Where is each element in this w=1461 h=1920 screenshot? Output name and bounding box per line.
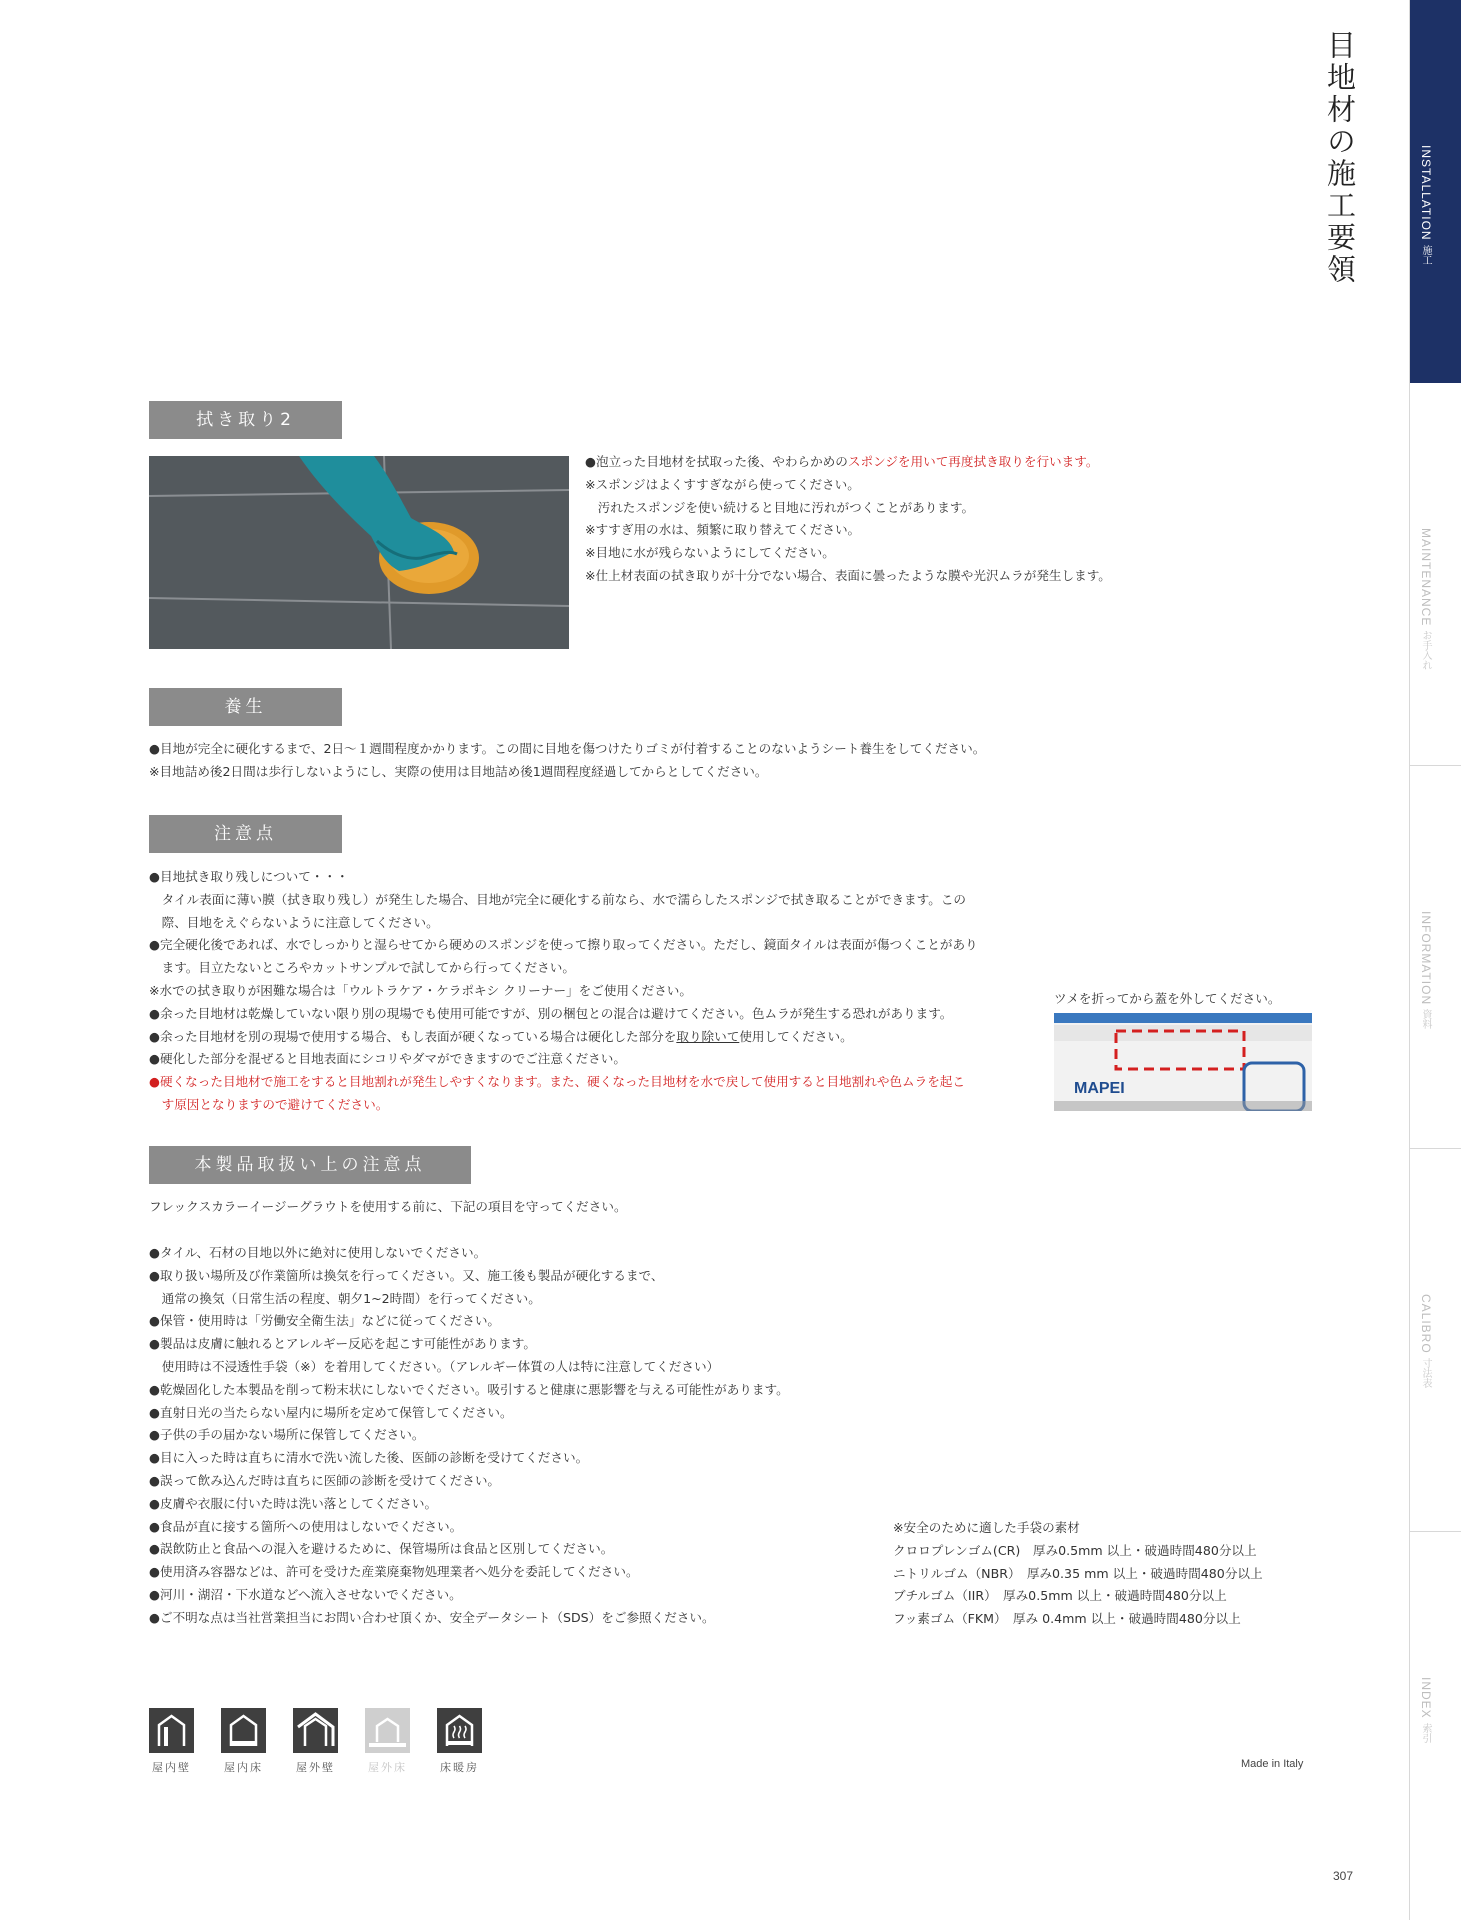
caution-line: ※水での拭き取りが困難な場合は「ウルトラケア・ケラポキシ クリーナー」をご使用ください。: [149, 982, 692, 998]
curing-line: ※目地詰め後2日間は歩行しないようにし、実際の使用は目地詰め後1週間程度経過してからとしてください。: [149, 763, 768, 779]
handling-line: 通常の換気（日常生活の程度、朝夕1~2時間）を行ってください。: [149, 1290, 541, 1306]
handling-line: ●使用済み容器などは、許可を受けた産業廃棄物処理業者へ処分を委託してください。: [149, 1564, 639, 1580]
indoor-wall-label: 屋内壁: [152, 1761, 191, 1774]
caution-line-warning: す原因となりますので避けてください。: [149, 1096, 389, 1112]
section-sidebar: [1409, 0, 1461, 1920]
handling-line: ●皮膚や衣服に付いた時は洗い落としてください。: [149, 1495, 438, 1511]
wipe2-line: 汚れたスポンジを使い続けると目地に汚れがつくことがあります。: [585, 499, 975, 515]
caution-line: ●硬化した部分を混ぜると目地表面にシコリやダマができますのでご注意ください。: [149, 1051, 626, 1067]
handling-line: ●タイル、石材の目地以外に絶対に使用しないでください。: [149, 1245, 487, 1260]
mapei-logo-text: MAPEI: [1074, 1080, 1125, 1097]
handling-line: ●乾燥固化した本製品を削って粉末状にしないでください。吸引すると健康に悪影響を与える可能性があります。: [149, 1381, 789, 1397]
made-in-label: Made in Italy: [1241, 1758, 1304, 1770]
wipe2-text: [585, 451, 1111, 588]
caution-line-warning: ●硬くなった目地材で施工をすると目地割れが発生しやすくなります。また、硬くなった目地材を水で戻して使用すると目地割れや色ムラを起こ: [149, 1074, 965, 1090]
glove-line: ※安全のために適した手袋の素材: [893, 1520, 1080, 1535]
tab-maintenance[interactable]: [1410, 383, 1461, 766]
outdoor-wall-icon: [293, 1708, 338, 1753]
glove-line: ニトリルゴム（NBR） 厚み0.35 mm 以上・破過時間480分以上: [893, 1565, 1263, 1581]
handling-line: 使用時は不浸透性手袋（※）を着用してください。（アレルギー体質の人は特に注意してください）: [149, 1358, 720, 1374]
tab-installation-en: INSTALLATION: [1419, 145, 1433, 241]
indoor-floor-icon: [221, 1708, 266, 1753]
tab-calibro-en: CALIBRO: [1419, 1294, 1433, 1354]
bucket-photo-caption: ツメを折ってから蓋を外してください。: [1054, 991, 1281, 1006]
curing-line: ●目地が完全に硬化するまで、2日～１週間程度かかります。この間に目地を傷つけたりゴミが付着することのないようシート養生をしてください。: [149, 741, 986, 756]
section-label-curing: 養生: [149, 688, 342, 726]
handling-line: ●誤飲防止と食品への混入を避けるために、保管場所は食品と区別してください。: [149, 1541, 614, 1557]
caution-line: ●余った目地材は乾燥していない限り別の現場でも使用可能ですが、別の梱包との混合は避けてください。色ムラが発生する恐れがあります。: [149, 1005, 953, 1021]
handling-intro: フレックスカラーイージーグラウトを使用する前に、下記の項目を守ってください。: [149, 1199, 627, 1214]
handling-line: ●保管・使用時は「労働安全衛生法」などに従ってください。: [149, 1313, 501, 1329]
handling-line: ●直射日光の当たらない屋内に場所を定めて保管してください。: [149, 1404, 513, 1420]
caution-line: ●目地拭き取り残しについて・・・: [149, 869, 349, 884]
handling-line: ●製品は皮膚に触れるとアレルギー反応を起こす可能性があります。: [149, 1336, 536, 1352]
handling-line: ●河川・湖沼・下水道などへ流入させないでください。: [149, 1586, 462, 1602]
tab-maintenance-ja: お手入れ: [1420, 630, 1431, 671]
floor-heating-icon: [437, 1708, 482, 1753]
handling-line: ●ご不明な点は当社営業担当にお問い合わせ頂くか、安全データシート（SDS）をご参照ください。: [149, 1609, 715, 1625]
tab-index-ja: 索引: [1420, 1722, 1431, 1743]
floor-heating-label: 床暖房: [440, 1761, 479, 1774]
page-title: 目地材の施工要領: [1323, 30, 1357, 286]
tab-calibro-ja: 寸法表: [1420, 1357, 1431, 1388]
caution-line: ●完全硬化後であれば、水でしっかりと湿らせてから硬めのスポンジを使って擦り取ってください。ただし、鏡面タイルは表面が傷つくことがあり: [149, 937, 978, 953]
wipe2-line: ※仕上材表面の拭き取りが十分でない場合、表面に曇ったような膜や光沢ムラが発生します。: [585, 567, 1111, 583]
outdoor-floor-label: 屋外床: [368, 1761, 407, 1774]
section-label-cautions: 注意点: [149, 815, 342, 853]
tab-maintenance-en: MAINTENANCE: [1419, 528, 1433, 627]
glove-line: クロロプレンゴム(CR) 厚み0.5mm 以上・破過時間480分以上: [893, 1542, 1257, 1558]
handling-line: ●取り扱い場所及び作業箇所は換気を行ってください。又、施工後も製品が硬化するまで、: [149, 1267, 664, 1283]
handling-list: [149, 1242, 789, 1630]
tab-index-en: INDEX: [1419, 1677, 1433, 1719]
cautions-text: [149, 866, 978, 1117]
caution-line: タイル表面に薄い膜（拭き取り残し）が発生した場合、目地が完全に硬化する前なら、水で濡らしたスポンジで拭き取ることができます。この: [149, 891, 967, 907]
wipe2-line: ●泡立った目地材を拭取った後、やわらかめのスポンジを用いて再度拭き取りを行います。: [585, 454, 1099, 469]
caution-line: 際、目地をえぐらないように注意してください。: [149, 914, 439, 930]
indoor-wall-icon: [149, 1708, 194, 1753]
outdoor-wall-label: 屋外壁: [296, 1761, 335, 1774]
handling-line: ●目に入った時は直ちに清水で洗い流した後、医師の診断を受けてください。: [149, 1450, 589, 1466]
curing-text: [149, 738, 985, 784]
sponge-wiping-photo: [149, 456, 569, 649]
wipe2-line: ※目地に水が残らないようにしてください。: [585, 545, 835, 561]
tab-information-en: INFORMATION: [1419, 911, 1433, 1006]
tab-installation-ja: 施工: [1420, 244, 1431, 265]
tab-index[interactable]: [1410, 1532, 1461, 1915]
handling-line: ●食品が直に接する箇所への使用はしないでください。: [149, 1518, 463, 1534]
wipe2-line: ※すすぎ用の水は、頻繁に取り替えてください。: [585, 522, 861, 538]
outdoor-floor-icon: [365, 1708, 410, 1753]
glove-line: フッ素ゴム（FKM） 厚み 0.4mm 以上・破過時間480分以上: [893, 1611, 1241, 1627]
tab-information-ja: 資料: [1420, 1009, 1431, 1030]
section-label-wipe2: 拭き取り2: [149, 401, 342, 439]
indoor-floor-label: 屋内床: [224, 1761, 263, 1774]
tab-installation[interactable]: [1410, 0, 1461, 383]
caution-line: ●余った目地材を別の現場で使用する場合、もし表面が硬くなっている場合は硬化した部分を取り除いて使用してください。: [149, 1028, 853, 1044]
glove-materials: [893, 1517, 1263, 1631]
wipe2-line: ※スポンジはよくすすぎながら使ってください。: [585, 476, 860, 492]
tab-calibro[interactable]: [1410, 1149, 1461, 1532]
tab-information[interactable]: [1410, 766, 1461, 1149]
bucket-lid-photo: [1054, 1013, 1312, 1111]
page-number: 307: [1333, 1869, 1354, 1883]
section-label-handling: 本製品取扱い上の注意点: [149, 1146, 471, 1184]
handling-line: ●子供の手の届かない場所に保管してください。: [149, 1427, 425, 1443]
caution-line: ます。目立たないところやカットサンプルで試してから行ってください。: [149, 960, 575, 976]
handling-line: ●誤って飲み込んだ時は直ちに医師の診断を受けてください。: [149, 1472, 501, 1488]
glove-line: ブチルゴム（IIR） 厚み0.5mm 以上・破過時間480分以上: [893, 1588, 1227, 1604]
